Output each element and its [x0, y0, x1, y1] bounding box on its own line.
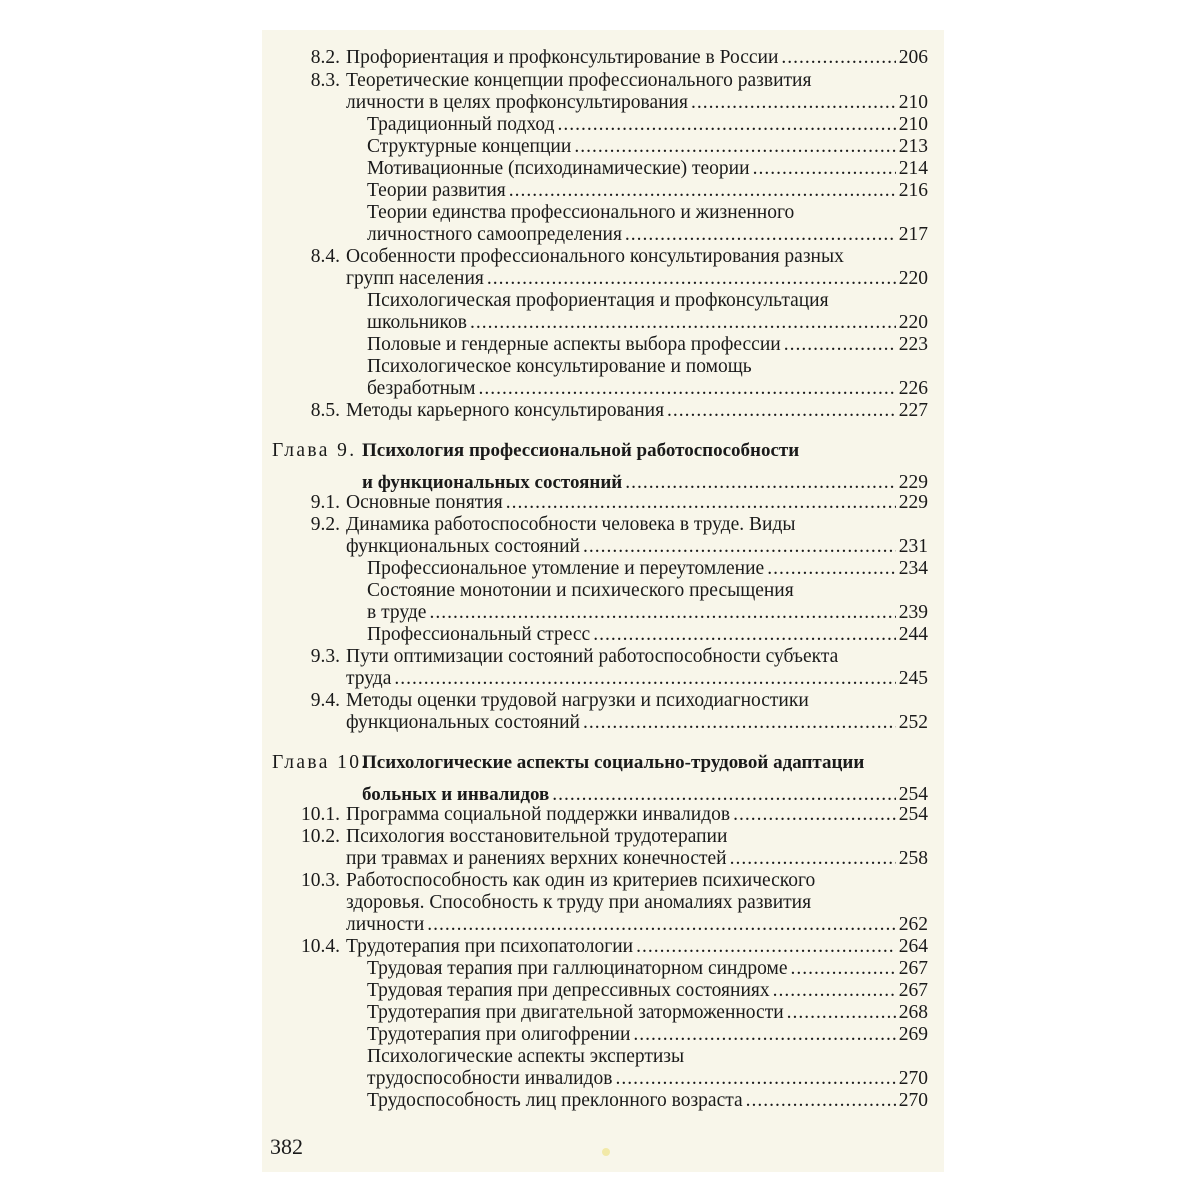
entry-title: Динамика работоспособности человека в труде. Виды — [346, 514, 796, 535]
entry-title: функциональных состояний — [346, 712, 580, 733]
entry-title: Теории развития — [367, 180, 506, 201]
entry-title: Трудотерапия при двигательной заторможенности — [367, 1002, 784, 1023]
entry-title: Психологическое консультирование и помощь — [367, 356, 752, 377]
dot-leader — [630, 1024, 896, 1046]
page-ref: 268 — [898, 1002, 928, 1023]
dot-leader — [503, 492, 896, 514]
entry-title: Психология восстановительной трудотерапии — [346, 826, 728, 847]
page-ref: 217 — [898, 224, 928, 245]
entry-title: личностного самоопределения — [367, 224, 622, 245]
entry-title: Структурные концепции — [367, 136, 572, 157]
dot-leader — [622, 224, 896, 246]
section-number: 8.5. — [310, 400, 340, 421]
dot-leader — [424, 914, 896, 936]
page-ref: 231 — [898, 536, 928, 557]
page-ref: 254 — [898, 784, 928, 805]
entry-title: школьников — [367, 312, 467, 333]
chapter-label: Глава 10. — [272, 752, 369, 773]
chapter-title: Психология профессиональной работоспособности — [362, 440, 800, 461]
dot-leader — [571, 136, 896, 158]
chapter-title: и функциональных состояний — [362, 472, 623, 493]
dot-leader — [633, 936, 896, 958]
page-ref: 229 — [898, 472, 928, 493]
page-ref: 210 — [898, 114, 928, 135]
entry-title: Методы оценки трудовой нагрузки и психодиагностики — [346, 690, 809, 711]
dot-leader — [750, 158, 896, 180]
entry-title: Трудотерапия при олигофрении — [367, 1024, 631, 1045]
entry-title: личности — [346, 914, 425, 935]
entry-title: безработным — [367, 378, 476, 399]
page-ref: 226 — [898, 378, 928, 399]
section-number: 9.4. — [310, 690, 340, 711]
section-number: 10.3. — [301, 870, 340, 891]
entry-title: здоровья. Способность к труду при аномалиях развития — [346, 892, 812, 913]
entry-title: Трудовая терапия при депрессивных состояниях — [367, 980, 770, 1001]
entry-title: Работоспособность как один из критериев психического — [346, 870, 816, 891]
dot-leader — [688, 92, 896, 114]
page-ref: 254 — [898, 804, 928, 825]
page-ref: 269 — [898, 1024, 928, 1045]
dot-leader — [730, 804, 896, 826]
page-ref: 213 — [898, 136, 928, 157]
section-number: 10.2. — [301, 826, 340, 847]
entry-title: Профессиональный стресс — [367, 624, 591, 645]
dot-leader — [743, 1090, 896, 1112]
chapter-label: Глава 9. — [272, 440, 357, 461]
page-ref: 262 — [898, 914, 928, 935]
dot-leader — [784, 1002, 896, 1024]
entry-title: Особенности профессионального консультирования разных — [346, 246, 844, 267]
dot-leader — [770, 980, 896, 1002]
entry-title: Пути оптимизации состояний работоспособности субъекта — [346, 646, 839, 667]
entry-title: Состояние монотонии и психического пресыщения — [367, 580, 794, 601]
dot-leader — [781, 334, 896, 356]
dot-leader — [764, 558, 896, 580]
dot-leader — [467, 312, 896, 334]
entry-title: Теории единства профессионального и жизненного — [367, 202, 795, 223]
dot-leader — [727, 848, 896, 870]
page-ref: 223 — [898, 334, 928, 355]
page-ref: 210 — [898, 92, 928, 113]
page-ref: 234 — [898, 558, 928, 579]
dot-leader — [506, 180, 896, 202]
entry-title: групп населения — [346, 268, 484, 289]
page-ref: 264 — [898, 936, 928, 957]
dot-leader — [580, 712, 896, 734]
entry-title: Программа социальной поддержки инвалидов — [346, 804, 731, 825]
entry-title: труда — [346, 668, 392, 689]
entry-title: Психологические аспекты экспертизы — [367, 1046, 685, 1067]
entry-title: Трудоспособность лиц преклонного возраста — [367, 1090, 743, 1111]
section-number: 10.4. — [301, 936, 340, 957]
section-number: 8.4. — [310, 246, 340, 267]
dot-leader — [475, 378, 896, 400]
dot-leader — [391, 668, 896, 690]
page-ref: 239 — [898, 602, 928, 623]
dot-leader — [622, 472, 896, 494]
entry-title: Теоретические концепции профессионального развития — [346, 70, 812, 91]
dot-leader — [778, 47, 896, 69]
page-ref: 229 — [898, 492, 928, 513]
paper-speck — [602, 1148, 610, 1156]
entry-title: в труде — [367, 602, 427, 623]
dot-leader — [590, 624, 896, 646]
section-number: 9.2. — [310, 514, 340, 535]
dot-leader — [549, 784, 896, 806]
page-ref: 206 — [898, 47, 928, 68]
entry-title: личности в целях профконсультирования — [346, 92, 688, 113]
page-ref: 216 — [898, 180, 928, 201]
page-ref: 267 — [898, 958, 928, 979]
dot-leader — [484, 268, 896, 290]
dot-leader — [664, 400, 896, 422]
page-number: 382 — [270, 1134, 303, 1159]
dot-leader — [426, 602, 896, 624]
page-ref: 220 — [898, 312, 928, 333]
section-number: 9.1. — [310, 492, 340, 513]
entry-title: Традиционный подход — [367, 114, 555, 135]
entry-title: Профориентация и профконсультирование в России — [346, 47, 779, 68]
dot-leader — [612, 1068, 896, 1090]
section-number: 8.3. — [310, 70, 340, 91]
section-number: 10.1. — [301, 804, 340, 825]
entry-title: Трудотерапия при психопатологии — [346, 936, 634, 957]
page-ref: 245 — [898, 668, 928, 689]
chapter-title: Психологические аспекты социально-трудовой адаптации — [362, 752, 865, 773]
page-ref: 227 — [898, 400, 928, 421]
entry-title: трудоспособности инвалидов — [367, 1068, 613, 1089]
dot-leader — [788, 958, 896, 980]
entry-title: Трудовая терапия при галлюцинаторном синдроме — [367, 958, 788, 979]
page-ref: 258 — [898, 848, 928, 869]
entry-title: Психологическая профориентация и профконсультация — [367, 290, 829, 311]
page-ref: 244 — [898, 624, 928, 645]
dot-leader — [555, 114, 897, 136]
chapter-title: больных и инвалидов — [362, 784, 550, 805]
entry-title: Методы карьерного консультирования — [346, 400, 665, 421]
entry-title: Половые и гендерные аспекты выбора профессии — [367, 334, 781, 355]
entry-title: Мотивационные (психодинамические) теории — [367, 158, 750, 179]
book-page — [262, 30, 944, 1172]
page-ref: 270 — [898, 1090, 928, 1111]
entry-title: при травмах и ранениях верхних конечностей — [346, 848, 727, 869]
section-number: 9.3. — [310, 646, 340, 667]
entry-title: функциональных состояний — [346, 536, 580, 557]
page-ref: 267 — [898, 980, 928, 1001]
entry-title: Основные понятия — [346, 492, 503, 513]
page-ref: 252 — [898, 712, 928, 733]
section-number: 8.2. — [310, 47, 340, 68]
entry-title: Профессиональное утомление и переутомление — [367, 558, 765, 579]
page-ref: 270 — [898, 1068, 928, 1089]
page-ref: 214 — [898, 158, 928, 179]
dot-leader — [580, 536, 896, 558]
page-ref: 220 — [898, 268, 928, 289]
